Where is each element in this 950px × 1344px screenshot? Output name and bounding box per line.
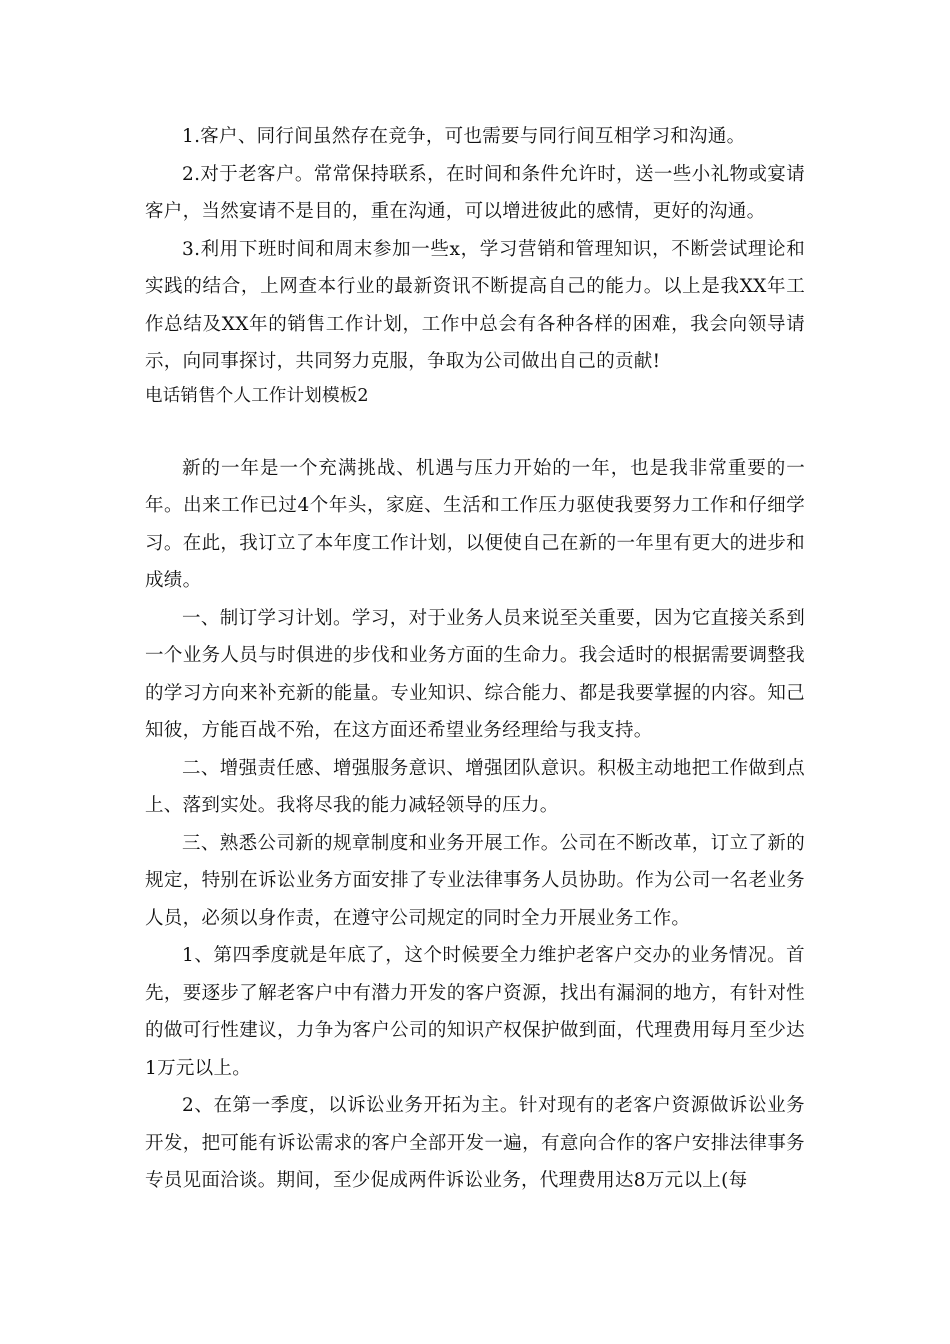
paragraph-first-quarter: 2、在第一季度，以诉讼业务开拓为主。针对现有的老客户资源做诉讼业务开发，把可能有诉讼需求的客户全部开发一遍，有意向合作的客户安排法律事务专员见面洽谈。期间，至少促成两件诉讼业务，代理费用达8万元以上(每 (145, 1095, 805, 1191)
paragraph-company-rules: 三、熟悉公司新的规章制度和业务开展工作。公司在不断改革，订立了新的规定，特别在诉讼业务方面安排了专业法律事务人员协助。作为公司一名老业务人员，必须以身作责，在遵守公司规定的同时全力开展业务工作。 (145, 832, 805, 929)
paragraph-study-plan: 一、制订学习计划。学习，对于业务人员来说至关重要，因为它直接关系到一个业务人员与时俱进的步伐和业务方面的生命力。我会适时的根据需要调整我的学习方向来补充新的能量。专业知识、综合能力、都是我要掌握的内容。知己知彼，方能百战不殆，在这方面还希望业务经理给与我支持。 (145, 607, 805, 741)
paragraph-fourth-quarter: 1、第四季度就是年底了，这个时候要全力维护老客户交办的业务情况。首先，要逐步了解老客户中有潜力开发的客户资源，找出有漏洞的地方，有针对性的做可行性建议，力争为客户公司的知识产权保护做到面，代理费用每月至少达1万元以上。 (145, 945, 805, 1079)
section-title: 电话销售个人工作计划模板2 (145, 385, 369, 406)
section-spacer (145, 411, 805, 450)
paragraph-learning: 3.利用下班时间和周末参加一些x，学习营销和管理知识，不断尝试理论和实践的结合，上网查本行业的最新资讯不断提高自己的能力。以上是我XX年工作总结及XX年的销售工作计划，工作中总会有各种各样的困难，我会向领导请示，向同事探讨，共同努力克服，争取为公司做出自己的贡献! (145, 238, 805, 372)
paragraph-competition: 1.客户、同行间虽然存在竞争，可也需要与同行间互相学习和沟通。 (182, 126, 746, 147)
paragraph-responsibility: 二、增强责任感、增强服务意识、增强团队意识。积极主动地把工作做到点上、落到实处。我将尽我的能力减轻领导的压力。 (145, 757, 805, 816)
document-page (145, 118, 805, 1200)
paragraph-intro: 新的一年是一个充满挑战、机遇与压力开始的一年，也是我非常重要的一年。出来工作已过4个年头，家庭、生活和工作压力驱使我要努力工作和仔细学习。在此，我订立了本年度工作计划，以便使自己在新的一年里有更大的进步和成绩。 (145, 457, 805, 591)
paragraph-old-clients: 2.对于老客户。常常保持联系，在时间和条件允许时，送一些小礼物或宴请客户，当然宴请不是目的，重在沟通，可以增进彼此的感情，更好的沟通。 (145, 163, 805, 222)
